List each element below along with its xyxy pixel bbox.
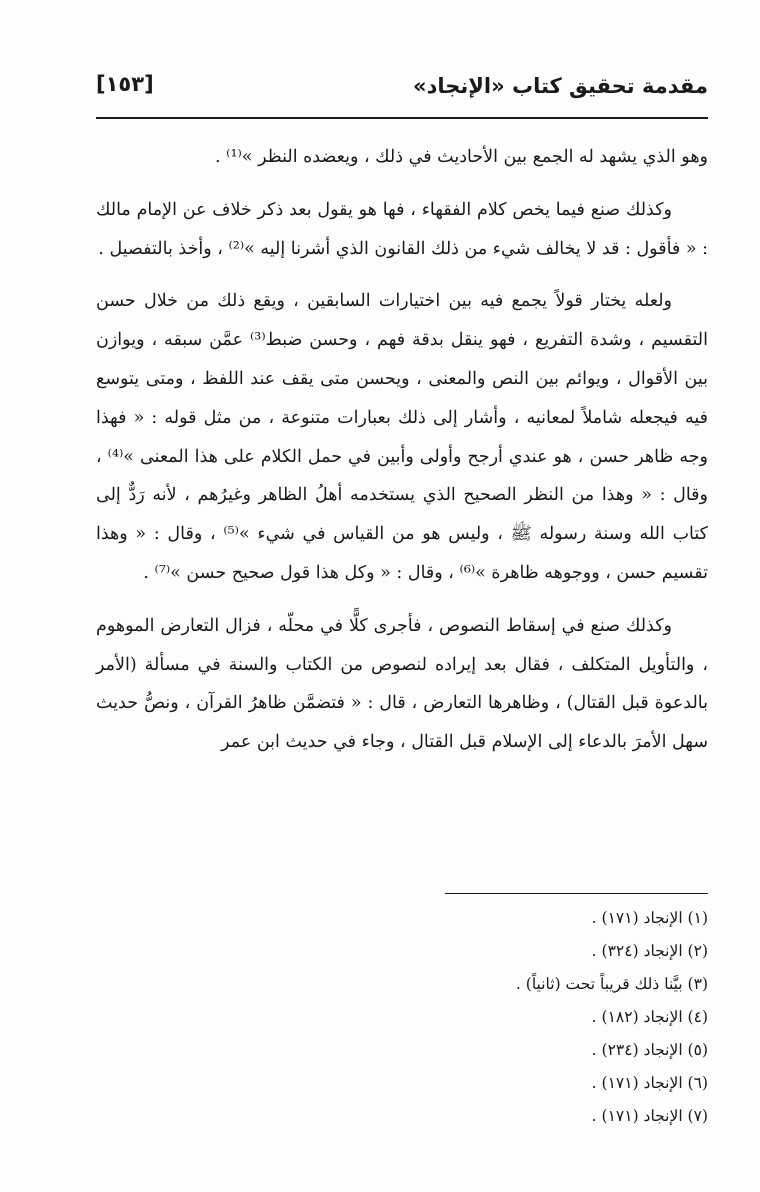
footnote: (٧) الإنجاد (١٧١) .	[591, 1107, 708, 1125]
footnote: (٥) الإنجاد (٢٣٤) .	[591, 1041, 708, 1059]
footnote: (١) الإنجاد (١٧١) .	[591, 909, 708, 927]
paragraph: وهو الذي يشهد له الجمع بين الأحاديث في ذلك ، ويعضده النظر »⁽¹⁾ .	[215, 147, 708, 167]
paragraph: وكذلك صنع في إسقاط النصوص ، فأجرى كلًّا في محلّه ، فزال التعارض الموهوم ، والتأويل المتكلف ، فقال بعد إيراده لنصوص من الكتاب والسنة في مسألة (الأمر بالدعوة قبل القتال) ، وظاهرها التعارض ، قال : « فتضمَّن ظاهرُ القرآن ، ونصُّ حديث سهل الأمرَ بالدعاء إلى الإسلام قبل القتال ، وجاء في حديث ابن عمر	[96, 615, 708, 753]
running-title: مقدمة تحقيق كتاب «الإنجاد»	[413, 74, 708, 98]
header-rule	[96, 117, 708, 119]
paragraph: وكذلك صنع فيما يخص كلام الفقهاء ، فها هو يقول بعد ذكر خلاف عن الإمام مالك : « فأقول : قد لا يخالف شيء من ذلك القانون الذي أشرنا إليه »⁽²⁾ ، وأخذ بالتفصيل .	[96, 199, 708, 259]
footnote: (٤) الإنجاد (١٨٢) .	[591, 1008, 708, 1026]
footnote: (٣) بيَّنا ذلك قريباً تحت (ثانياً) .	[515, 975, 708, 993]
footnote: (٢) الإنجاد (٣٢٤) .	[591, 942, 708, 960]
footnote-rule	[445, 893, 708, 894]
page-header	[96, 70, 708, 110]
page-number: [١٥٣]	[96, 72, 154, 96]
paragraph: ولعله يختار قولاً يجمع فيه بين اختيارات السابقين ، ويقع ذلك من خلال حسن التقسيم ، وشدة التفريع ، فهو ينقل بدقة فهم ، وحسن ضبط⁽³⁾ عمَّن سبقه ، ويوازن بين الأقوال ، ويوائم بين النص والمعنى ، ويحسن متى يقف عند اللفظ ، ومتى يتوسع فيه فيجعله شاملاً لمعانيه ، وأشار إلى ذلك بعبارات متنوعة ، من مثل قوله : « فهذا وجه ظاهر حسن ، هو عندي أرجح وأولى وأبين في حمل الكلام على هذا المعنى »⁽⁴⁾ ، وقال : « وهذا من النظر الصحيح الذي يستخدمه أهلُ الظاهر وغيرُهم ، لأنه رَدٌّ إلى كتاب الله وسنة رسوله ﷺ ، وليس هو من القياس في شيء »⁽⁵⁾ ، وقال : « وهذا تقسيم حسن ، ووجوهه ظاهرة »⁽⁶⁾ ، وقال : « وكل هذا قول صحيح حسن »⁽⁷⁾ .	[96, 291, 708, 583]
body-text	[96, 138, 708, 776]
footnotes	[96, 902, 708, 1133]
footnote: (٦) الإنجاد (١٧١) .	[591, 1074, 708, 1092]
